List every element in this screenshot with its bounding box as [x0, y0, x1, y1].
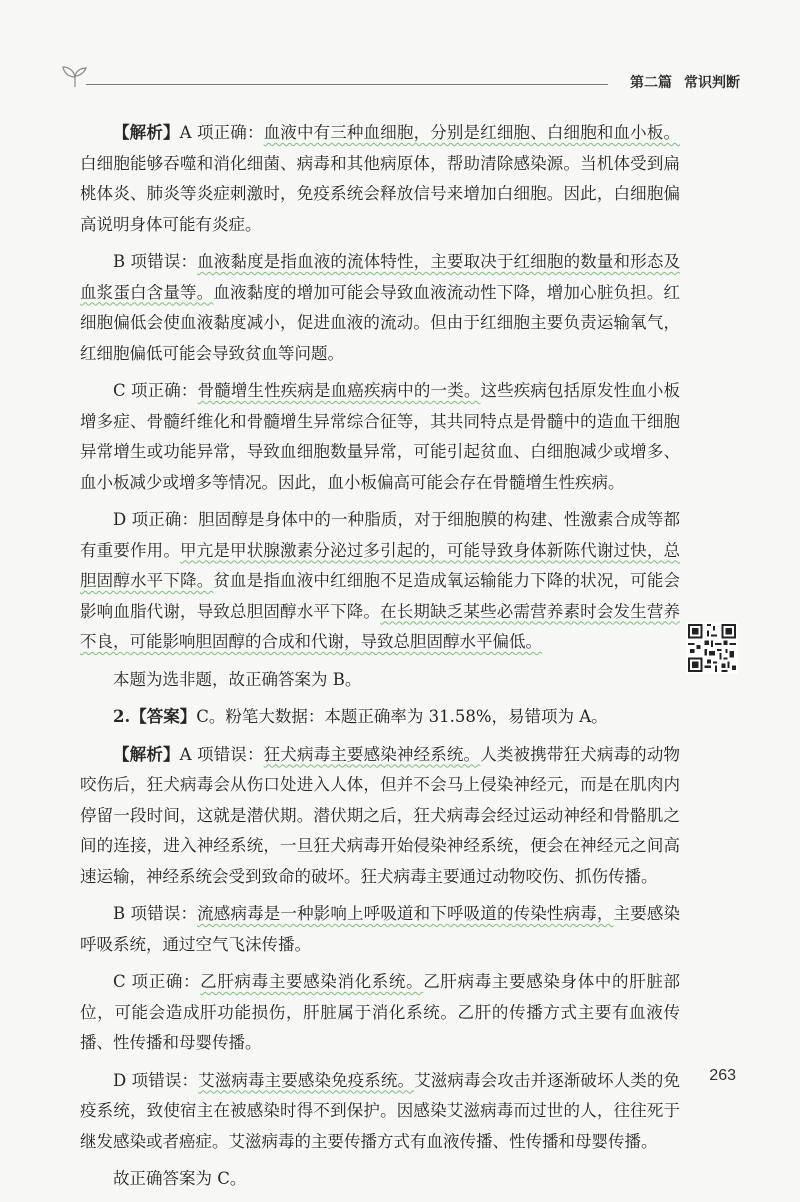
paragraph-text: 这些疾病包括原发性血小板增多症、骨髓纤维化和骨髓增生异常综合征等，其共同特点是骨髓中的造血干细胞异常增生或功能异常，导致血细胞数量异常，可能引起贫血、白细胞减少或增多、血小板减少或增多等情况。因此，血小板偏高可能会存在骨髓增生性疾病。 [80, 381, 681, 492]
paragraph-text: 血液黏度的增加可能会导致血液流动性下降，增加心脏负担。红细胞偏低会使血液黏度减小，促进血液的流动。但由于红细胞主要负责运输氧气，红细胞偏低可能会导致贫血等问题。 [80, 282, 681, 363]
key-point-text: 血液中有三种血细胞，分别是红细胞、白细胞和血小板。 [263, 123, 681, 142]
paragraph [80, 740, 680, 893]
paragraph-text: C。粉笔大数据：本题正确率为 31.58%，易错项为 A。 [196, 707, 608, 726]
paragraph [80, 247, 680, 369]
part-title: 第二篇 [630, 75, 672, 91]
key-point-text: 狂犬病毒主要感染神经系统。 [263, 744, 481, 764]
paragraph-label: 【解析】 [113, 123, 180, 142]
paragraph [80, 1164, 680, 1195]
key-point-text: 血液黏度是指血液的流体特性，主要取决于红细胞的数量和形态及血浆蛋白含量等。 [80, 252, 681, 302]
paragraph-text: D 项正确：胆固醇是身体中的一种脂质，对于细胞膜的构建、性激素合成等都有重要作用。 [80, 510, 680, 560]
paragraph-label: 【解析】 [113, 744, 180, 764]
paragraph [80, 118, 680, 240]
header-title [618, 72, 740, 92]
paragraph-text: 白细胞能够吞噬和消化细菌、病毒和其他病原体，帮助清除感染源。当机体受到扁桃体炎、肺炎等炎症刺激时，免疫系统会释放信号来增加白细胞。因此，白细胞偏高说明身体可能有炎症。 [80, 153, 680, 234]
paragraph-text: B 项错误： [113, 904, 198, 923]
paragraph [80, 376, 680, 498]
paragraph-text: 乙肝病毒主要感染身体中的肝脏部位，可能会造成肝功能损伤，肝脏属于消化系统。乙肝的传播方式主要有血液传播、性传播和母婴传播。 [80, 972, 681, 1052]
paragraph [80, 665, 680, 696]
paragraph [80, 967, 680, 1059]
key-point-text: 骨髓增生性疾病是血癌疾病中的一类。 [197, 381, 481, 400]
paragraph-text: 故正确答案为 C。 [113, 1169, 247, 1188]
paragraph-text: A 项正确： [179, 123, 264, 142]
paragraph-text: C 项正确： [113, 381, 198, 400]
key-point-text: 乙肝病毒主要感染消化系统。 [200, 972, 424, 991]
key-point-text: 甲亢是甲状腺激素分泌过多引起的，可能导致身体新陈代谢过快，总胆固醇水平下降。 [80, 540, 681, 590]
page-number: 263 [709, 1067, 736, 1084]
paragraph-text: C 项正确： [113, 972, 201, 991]
key-point-text: 在长期缺乏某些必需营养素时会发生营养不良，可能影响胆固醇的合成和代谢，导致总胆固醇水平偏低。 [80, 601, 681, 651]
paragraph-text: D 项错误： [113, 1070, 199, 1090]
paragraph-text: 贫血是指血液中红细胞不足造成氧运输能力下降的状况，可能会影响血脂代谢，导致总胆固醇水平下降。 [80, 571, 681, 621]
paragraph-text: 主要感染呼吸系统，通过空气飞沫传播。 [80, 904, 681, 954]
paragraph [80, 505, 680, 658]
paragraph-text: 人类被携带狂犬病毒的动物咬伤后，狂犬病毒会从伤口处进入人体，但并不会马上侵染神经元，而是在肌肉内停留一段时间，这就是潜伏期。潜伏期之后，狂犬病毒会经过运动神经和骨骼肌之间的连接，进入神经系统，一旦狂犬病毒开始侵染神经系统，便会在神经元之间高速运输，神经系统会受到致命的破坏。狂犬病毒主要通过动物咬伤、抓伤传播。 [80, 744, 681, 886]
header-rule [86, 84, 608, 85]
paragraph [80, 702, 680, 733]
page-header [60, 60, 740, 96]
answer-explanation [80, 118, 680, 1202]
paragraph-label: 2.【答案】 [113, 707, 197, 726]
paragraph-text: A 项错误： [179, 744, 264, 764]
paragraph-text: 艾滋病毒会攻击并逐渐破坏人类的免疫系统，致使宿主在被感染时得不到保护。因感染艾滋病毒而过世的人，往往死于继发感染或者癌症。艾滋病毒的主要传播方式有血液传播、性传播和母婴传播。 [80, 1070, 681, 1151]
paragraph [80, 1066, 680, 1158]
paragraph-text: 本题为选非题，故正确答案为 B。 [113, 669, 362, 689]
section-title: 常识判断 [684, 75, 740, 91]
key-point-text: 流感病毒是一种影响上呼吸道和下呼吸道的传染性病毒， [197, 904, 614, 923]
paragraph-text: B 项错误： [113, 252, 198, 271]
paragraph [80, 899, 680, 960]
qr-code-icon [686, 622, 738, 674]
key-point-text: 艾滋病毒主要感染免疫系统。 [198, 1070, 415, 1090]
